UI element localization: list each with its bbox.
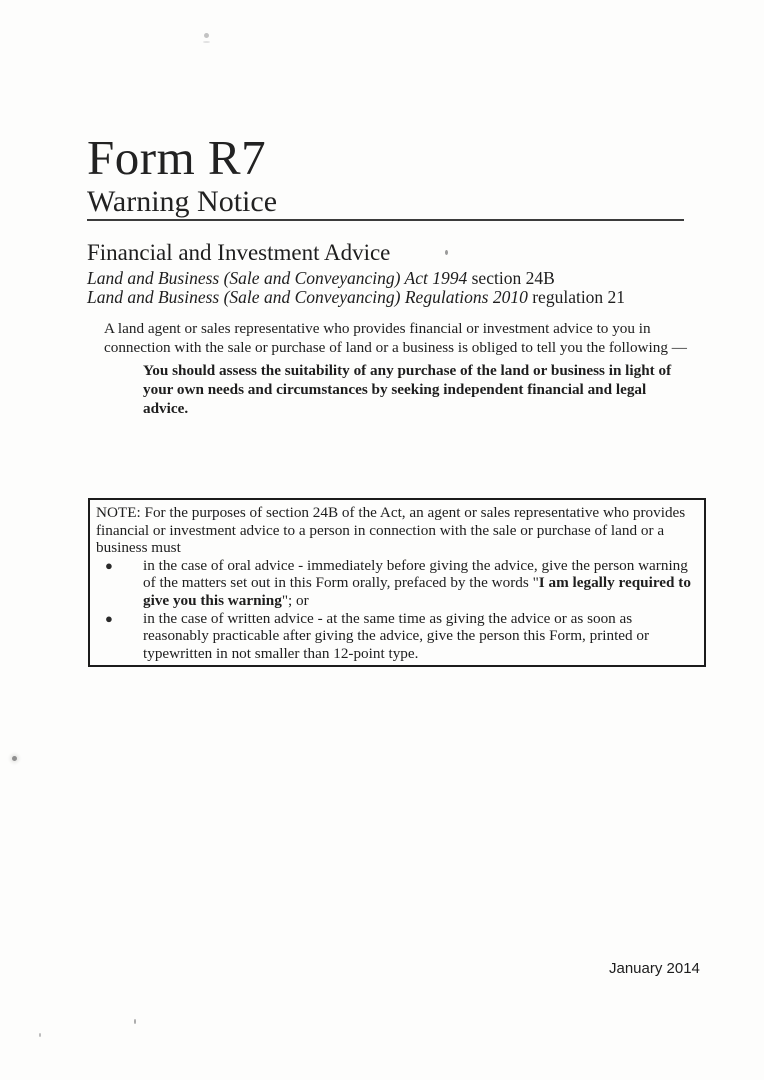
bullet-text-written [143,610,698,663]
warning-statement: You should assess the suitability of any purchase of the land or business in light of your own needs and circumstances by seeking independent financial and legal advice. [143,362,672,417]
citation-act-title: Land and Business (Sale and Conveyancing) Act 1994 [87,268,468,289]
form-number: Form R7 [87,130,267,185]
form-header [87,132,684,221]
bullet-icon: ● [105,610,113,626]
scan-artifact [39,1033,41,1037]
bullet-oral-before: in the case of oral advice - immediately before giving the advice, give the person warning of the matters set out in this Form orally, prefaced by the words " [143,556,688,592]
form-title: Warning Notice [87,185,278,219]
citation-regulations-title: Land and Business (Sale and Conveyancing) Regulations 2010 [87,287,528,308]
citation-regulations [87,288,687,307]
intro-paragraph: A land agent or sales representative who provides financial or investment advice to you in connection with the sale or purchase of land or a business is obliged to tell you the following — [104,320,687,356]
scan-artifact [203,41,210,43]
bullet-oral-bold-phrase: I am legally required to give you this warning [143,574,691,609]
citation-act-section: section 24B [467,268,555,289]
bullet-icon: ● [105,557,113,573]
legislation-citations [87,269,687,306]
citation-regulations-section: regulation 21 [527,287,626,308]
note-bullet-oral-advice [96,557,698,610]
note-bullet-written-advice [96,610,698,663]
note-lead-text: NOTE: For the purposes of section 24B of the Act, an agent or sales representative who provides financial or investment advice to a person in connection with the sale or purchase of land or a business must [96,504,686,557]
header-rule [87,219,684,221]
subject-block [87,240,687,307]
subject-heading: Financial and Investment Advice [87,240,391,265]
scan-artifact [12,756,17,761]
bullet-oral-after: "; or [281,591,309,609]
note-box [88,498,706,667]
scan-artifact [204,33,209,38]
citation-act [87,269,687,288]
scan-artifact [134,1019,136,1024]
footer-date: January 2014 [609,960,700,977]
bullet-text-oral [143,557,698,610]
bullet-written-before: in the case of written advice - at the same time as giving the advice or as soon as reasonably practicable after giving the advice, give the person this Form, printed or typewritten in not smaller than 12-point type. [143,609,650,662]
